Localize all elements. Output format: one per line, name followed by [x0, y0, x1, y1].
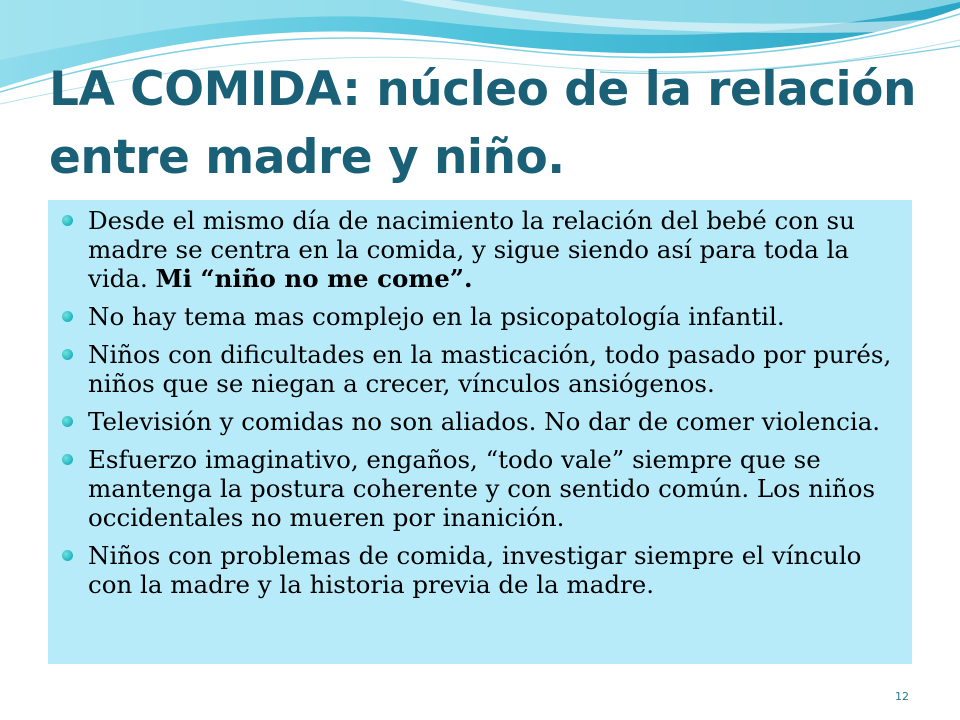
page-number: 12 [895, 690, 909, 703]
bullet-dot-icon [62, 349, 73, 360]
bullet-dot-icon [62, 311, 73, 322]
bullet-list [62, 206, 896, 599]
bullet-item [62, 206, 896, 293]
bullet-dot-icon [62, 550, 73, 561]
bullet-bold-text: Mi “niño no me come”. [155, 264, 473, 293]
bullet-item [62, 541, 896, 599]
bullet-dot-icon [62, 416, 73, 427]
bullet-item [62, 302, 896, 331]
bullet-dot-icon [62, 454, 73, 465]
bullet-text: Niños con problemas de comida, investigar siempre el vínculo con la madre y la historia previa de la madre. [88, 541, 862, 599]
bullet-text: Esfuerzo imaginativo, engaños, “todo vale” siempre que se mantenga la postura coherente y con sentido común. Los niños occidentales no mueren por inanición. [88, 445, 876, 532]
content-box [48, 200, 912, 664]
bullet-text: Niños con dificultades en la masticación, todo pasado por purés, niños que se niegan a crecer, vínculos ansiógenos. [88, 340, 892, 398]
bullet-item [62, 340, 896, 398]
bullet-dot-icon [62, 215, 73, 226]
bullet-item [62, 445, 896, 532]
bullet-text: Televisión y comidas no son aliados. No dar de comer violencia. [88, 407, 881, 436]
bullet-text: No hay tema mas complejo en la psicopatología infantil. [88, 302, 785, 331]
slide-title: LA COMIDA: núcleo de la relación entre madre y niño. [49, 62, 916, 185]
bullet-item [62, 407, 896, 436]
bullet-text: Desde el mismo día de nacimiento la relación del bebé con su madre se centra en la comida, y sigue siendo así para toda la vida. [88, 206, 855, 293]
